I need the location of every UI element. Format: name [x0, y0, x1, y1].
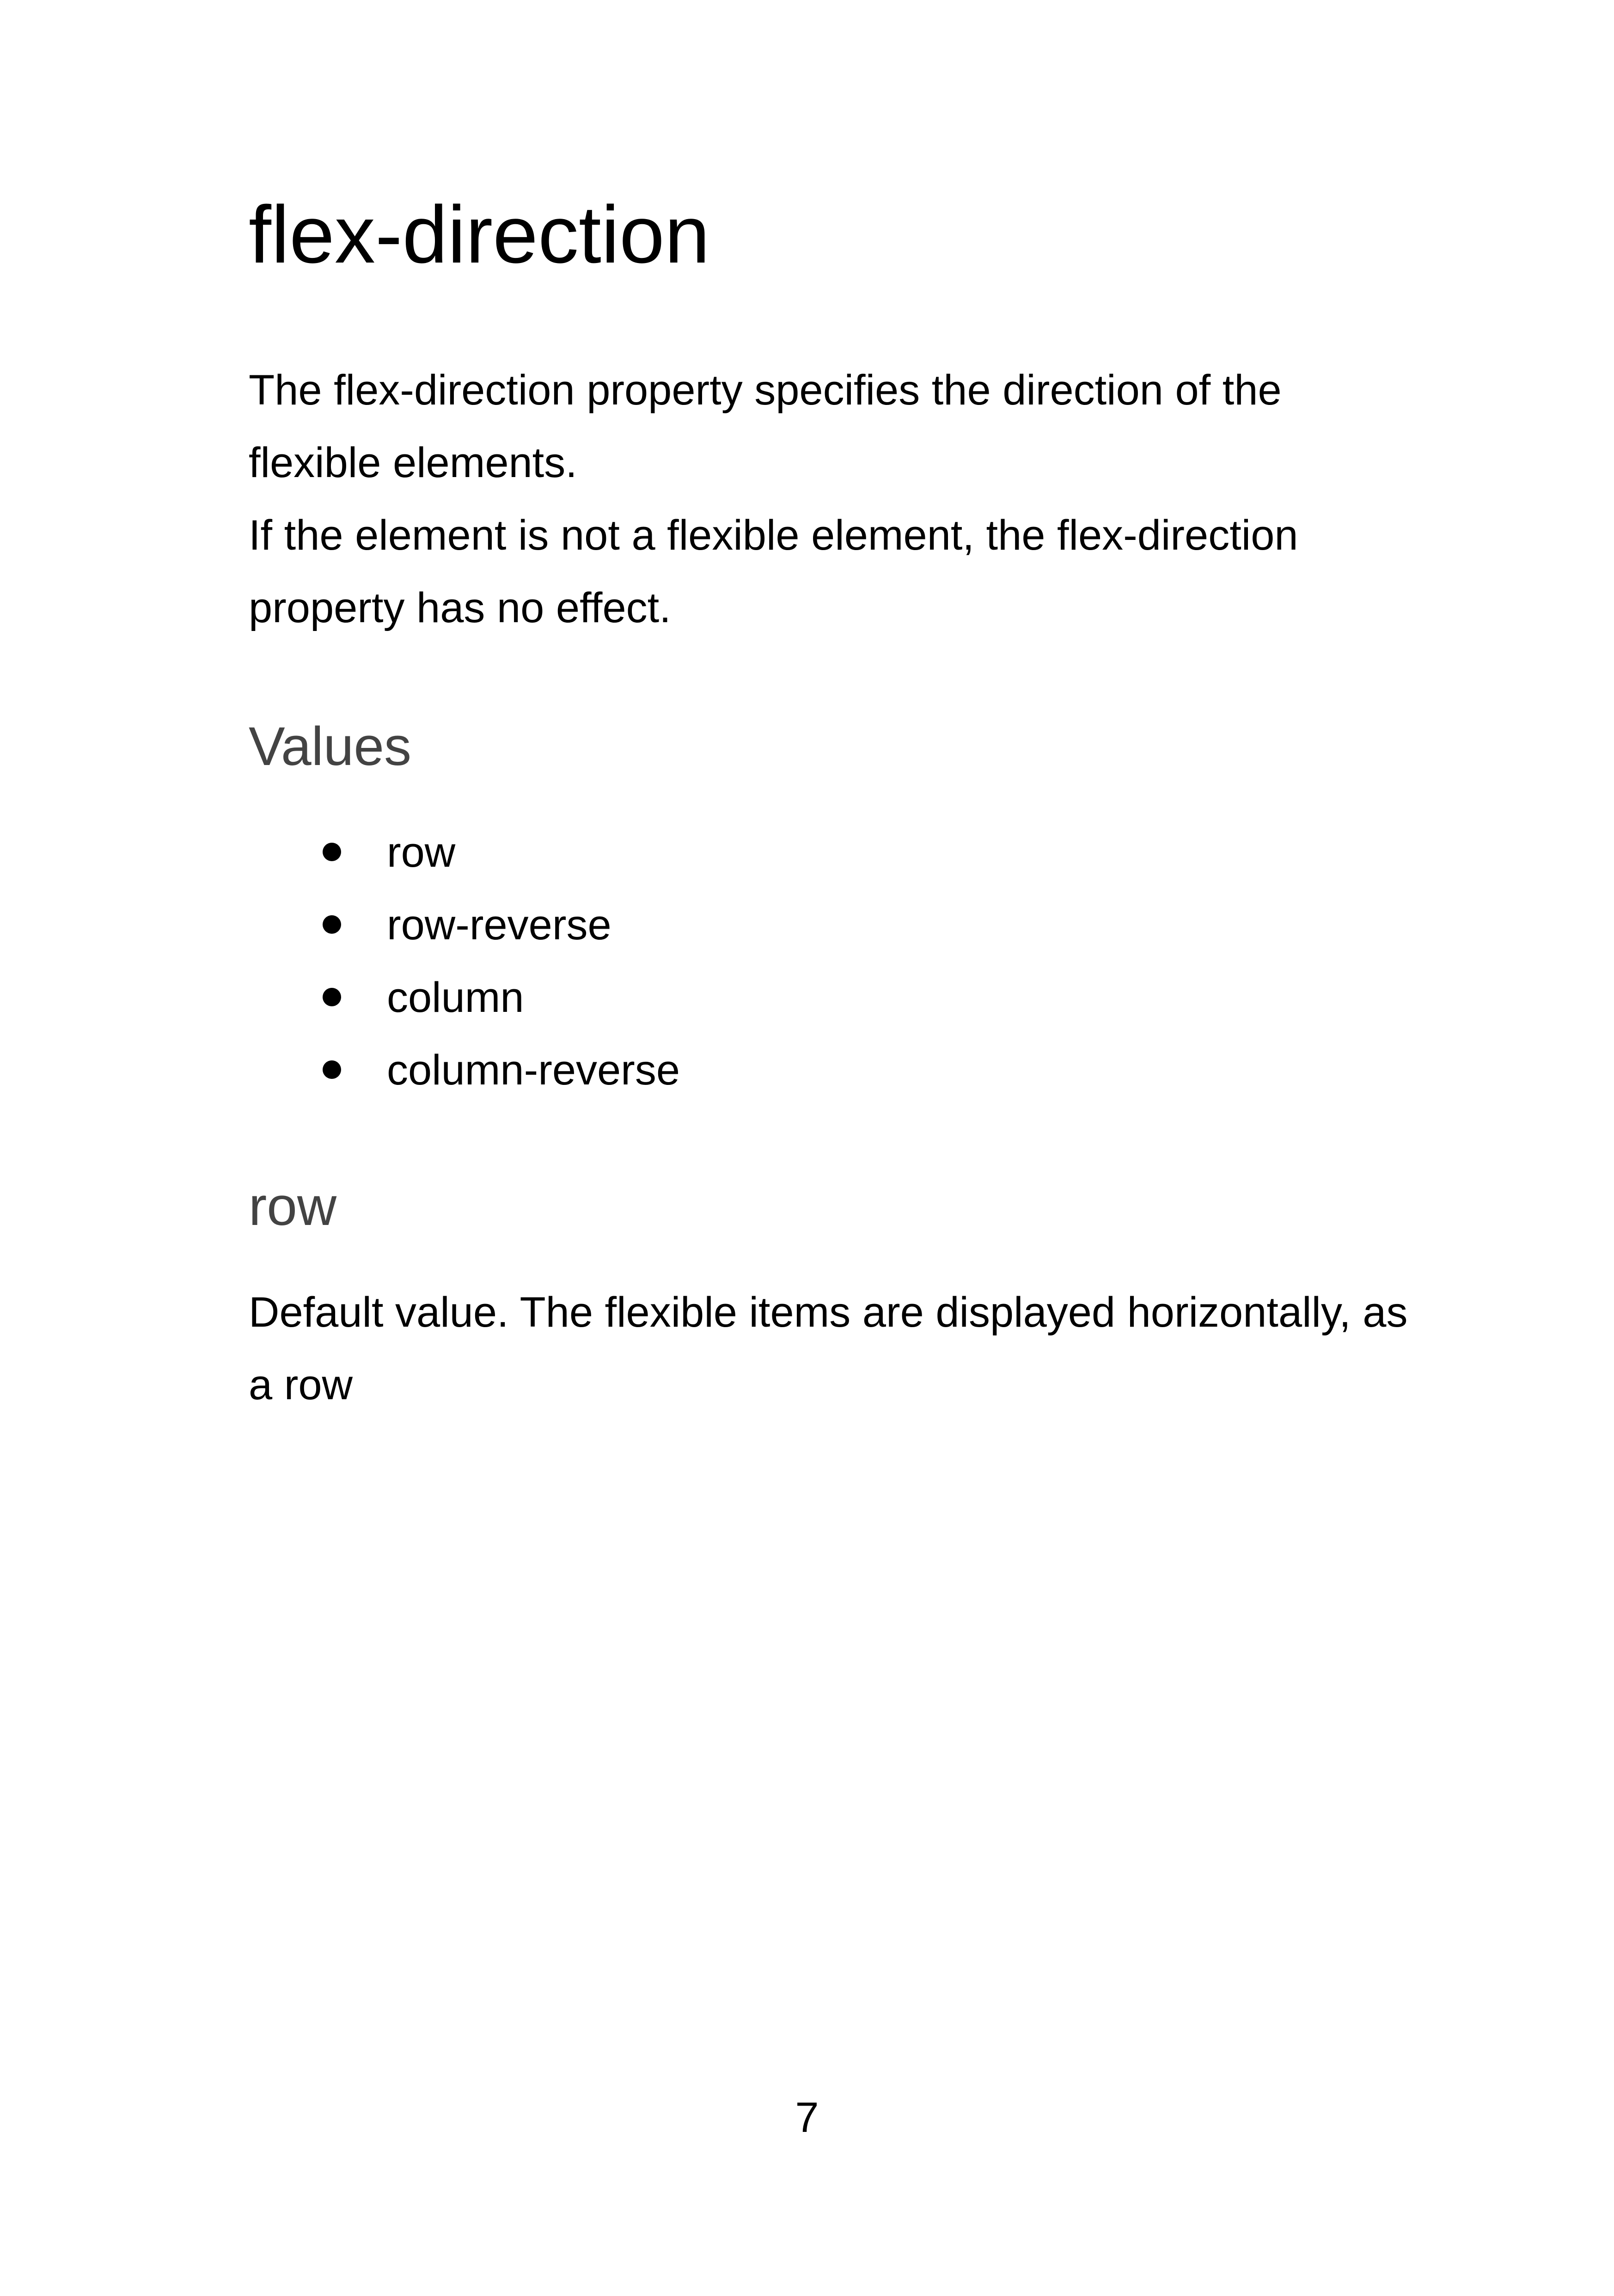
- row-description-line: Default value. The flexible items are displayed horizontally, as: [249, 1289, 1408, 1336]
- row-description: [249, 1276, 1407, 1421]
- bullet-icon: [323, 988, 341, 1006]
- row-heading: row: [249, 1176, 337, 1237]
- list-item-label: column: [387, 974, 524, 1021]
- values-heading: Values: [249, 716, 412, 777]
- bullet-icon: [323, 1060, 341, 1079]
- bullet-icon: [323, 843, 341, 861]
- list-item-label: column-reverse: [387, 1047, 680, 1094]
- intro-line: property has no effect.: [249, 584, 671, 631]
- bullet-icon: [323, 915, 341, 934]
- intro-line: flexible elements.: [249, 439, 577, 486]
- intro-line: If the element is not a flexible element, the flex-direction: [249, 512, 1298, 559]
- list-item-label: row-reverse: [387, 901, 611, 949]
- page-number: 7: [795, 2094, 819, 2141]
- intro-line: The flex-direction property specifies the direction of the: [249, 367, 1282, 414]
- page-title: flex-direction: [249, 190, 710, 280]
- list-item-label: row: [387, 829, 456, 876]
- row-description-line: a row: [249, 1361, 353, 1408]
- intro-paragraph: [249, 354, 1298, 644]
